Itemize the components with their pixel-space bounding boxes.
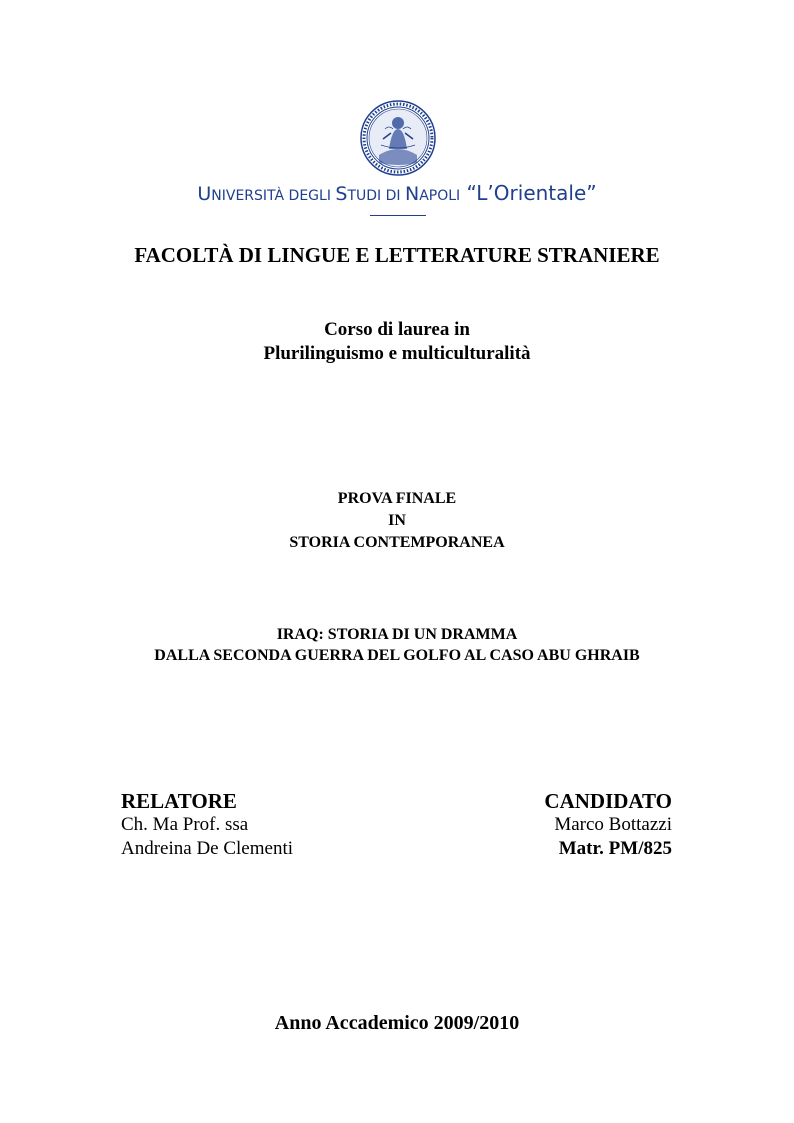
course-block bbox=[0, 318, 794, 366]
university-name-part: TUDI DI bbox=[347, 188, 405, 204]
relatore-block bbox=[121, 789, 293, 861]
relatore-name: Andreina De Clementi bbox=[121, 838, 294, 859]
university-name-part: N bbox=[405, 183, 420, 205]
exam-line-2: IN bbox=[388, 512, 406, 529]
university-name-part: APOLI bbox=[419, 188, 461, 204]
relatore-label: RELATORE bbox=[121, 789, 237, 813]
faculty-title: FACOLTÀ DI LINGUE E LETTERATURE STRANIERE bbox=[134, 243, 660, 267]
thesis-line-2: DALLA SECONDA GUERRA DEL GOLFO AL CASO ABU GHRAIB bbox=[154, 647, 640, 664]
exam-line-3: STORIA CONTEMPORANEA bbox=[289, 534, 505, 551]
candidato-name: Marco Bottazzi bbox=[554, 814, 672, 835]
course-line-1: Corso di laurea in bbox=[324, 319, 470, 340]
thesis-line-1: IRAQ: STORIA DI UN DRAMMA bbox=[276, 626, 518, 643]
course-line-2: Plurilinguismo e multiculturalità bbox=[263, 343, 531, 364]
university-divider bbox=[370, 215, 426, 216]
university-seal-icon bbox=[359, 99, 437, 177]
exam-line-1: PROVA FINALE bbox=[337, 490, 457, 507]
candidato-label: CANDIDATO bbox=[544, 789, 672, 813]
university-name-part: U bbox=[197, 183, 212, 205]
candidato-matricola: Matr. PM/825 bbox=[558, 838, 672, 859]
university-name-part: S bbox=[335, 183, 348, 205]
academic-year: Anno Accademico 2009/2010 bbox=[274, 1012, 520, 1034]
university-name-part: “L’Orientale” bbox=[460, 181, 597, 205]
thesis-title bbox=[0, 624, 794, 666]
candidato-block bbox=[544, 789, 672, 861]
university-name-part: NIVERSITÀ DEGLI bbox=[211, 188, 336, 204]
exam-block bbox=[0, 488, 794, 554]
university-name bbox=[0, 181, 794, 205]
relatore-title: Ch. Ma Prof. ssa bbox=[121, 814, 249, 835]
